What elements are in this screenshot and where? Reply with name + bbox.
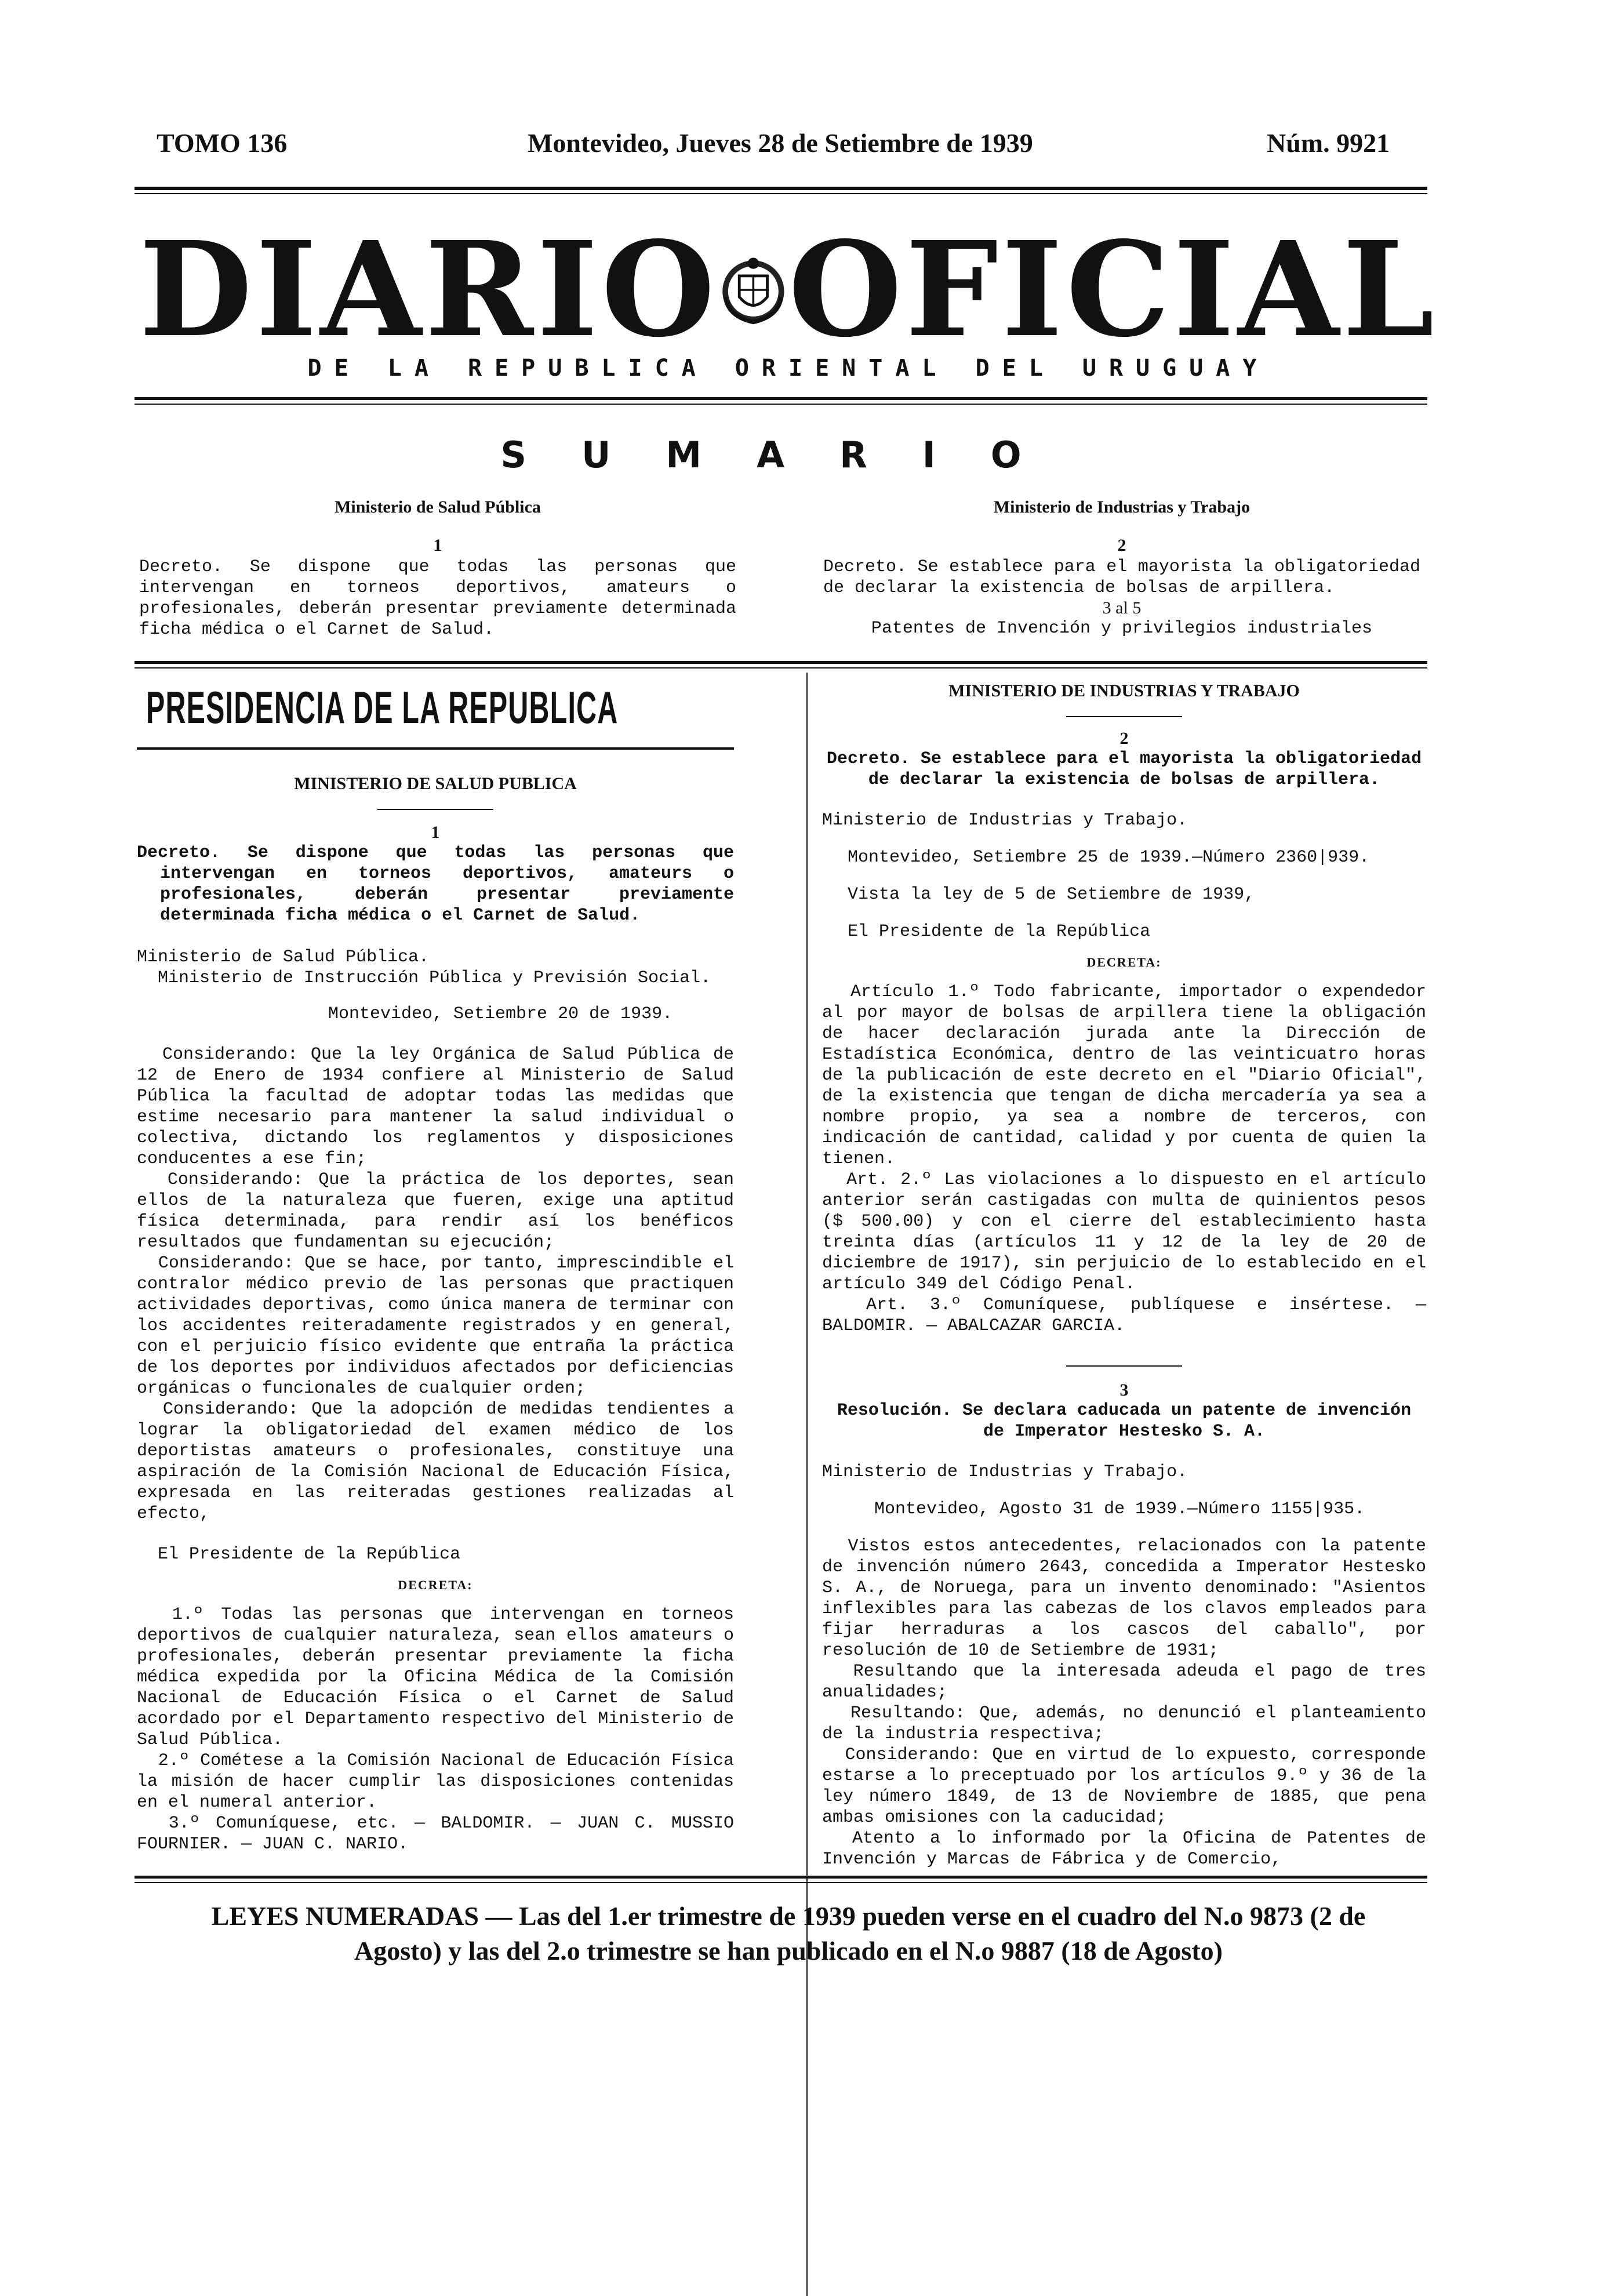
masthead-subtitle: DE LA REPUBLICA ORIENTAL DEL URUGUAY: [307, 355, 1270, 382]
right-resolution-summary: Resolución. Se declara caducada un patente de invención de Imperator Hestesko S. A.: [837, 1401, 1422, 1441]
right-vista: Vista la ley de 5 de Setiembre de 1939,: [848, 885, 1255, 904]
sumario-right-number2: 3 al 5: [1102, 598, 1142, 617]
right-president: El Presidente de la República: [848, 922, 1151, 942]
right-resolution-body: Vistos estos antecedentes, relacionados con la patente de invención número 2643, concedida a Imperator Hestesko S. A., de Noruega, para un invento denominado: "Asientos inflexibles para las cabezas de los clavos empleados para fijar herraduras a los cascos del caballo", por resolución de 10 de Setiembre de 1931; Resultando que la interesada adeuda el pago de tres anualidades; Resultando: Que, además, no denunció el planteamiento de la industria respectiva; Considerando: Que en virtud de lo expuesto, corresponde estarse a lo preceptuado por los artículos 9.º y 36 de la ley número 1849, de 13 de Noviembre de 1885, que pena ambas omisiones con la caducidad; Atento a lo informado por la Oficina de Patentes de Invención y Marcas de Fábrica y de Comercio,: [822, 1536, 1426, 1869]
left-column: [137, 681, 745, 1855]
presidencia-rule: [137, 747, 734, 750]
sumario-right-ministry: Ministerio de Industrias y Trabajo: [993, 497, 1251, 517]
sumario-right-text: Decreto. Se establece para el mayorista la obligatoriedad de declarar la existencia de bolsas de arpillera.: [823, 557, 1431, 598]
footer-line2: Agosto) y las del 2.o trimestre se han publicado en el N.o 9887 (18 de Agosto): [354, 1936, 1223, 1966]
right-date3: Montevideo, Agosto 31 de 1939.—Número 1155|935.: [874, 1499, 1365, 1519]
issue-number: Núm. 9921: [1267, 128, 1390, 158]
footer-line1: LEYES NUMERADAS — Las del 1.er trimestre de 1939 pueden verse en el cuadro del N.o 9873 (2 de: [211, 1901, 1366, 1931]
column-divider: [806, 673, 808, 2296]
sumario-right-number: 2: [1117, 536, 1126, 555]
right-ministry-line3: Ministerio de Industrias y Trabajo.: [822, 1462, 1188, 1482]
left-president: El Presidente de la República: [158, 1545, 461, 1564]
header-rule-thin: [134, 193, 1427, 194]
volume-number: TOMO 136: [157, 128, 288, 158]
footer-notice: [139, 1899, 1438, 1968]
right-ministry-rule: [1066, 716, 1182, 717]
left-decree-number: 1: [431, 823, 440, 842]
left-ministry-line1: Ministerio de Salud Pública.: [137, 947, 430, 967]
right-articles: Artículo 1.º Todo fabricante, importador o expendedor al por mayor de bolsas de arpillera tiene la obligación de hacer declaración jurada ante la Dirección de Estadística Económica, dentro de las veinticuatro horas de la publicación de este decreto en el "Diario Oficial", de la existencia que tengan de dicha mercadería ya sea a nombre propio, ya sea a nombre de terceros, con indicación de cantidad, calidad y por cuenta de quien la tienen. Art. 2.º Las violaciones a lo dispuesto en el artículo anterior serán castigadas con multa de quinientos pesos ($ 500.00) y con el cierre del establecimiento hasta treinta días (artículos 11 y 12 de la ley de 20 de diciembre de 1917), sin perjuicio de lo establecido en el artículo 349 del Código Penal. Art. 3.º Comuníquese, publíquese e insértese. — BALDOMIR. — ABALCAZAR GARCIA.: [822, 982, 1426, 1336]
sumario-right-text2: Patentes de Invención y privilegios industriales: [871, 619, 1373, 638]
left-date: Montevideo, Setiembre 20 de 1939.: [328, 1004, 673, 1024]
sumario-rule: [134, 661, 1427, 664]
right-decree-number: 2: [1119, 729, 1129, 748]
left-decreta: DECRETA:: [398, 1578, 473, 1592]
right-ministry: MINISTERIO DE INDUSTRIAS Y TRABAJO: [948, 681, 1300, 700]
left-considerandos: Considerando: Que la ley Orgánica de Salud Pública de 12 de Enero de 1934 confiere al Ministerio de Salud Pública la facultad de adoptar todas las medidas que estime necesario para mantener la salud individual o colectiva, dictando los reglamentos y disposiciones conducentes a ese fin; Considerando: Que la práctica de los deportes, sean ellos de la naturaleza que fueren, exige una aptitud física determinada, para rendir así los benéficos resultados que fundamentan su ejecución; Considerando: Que se hace, por tanto, imprescindible el contralor médico previo de las personas que practiquen actividades deportivas, como única manera de terminar con los accidentes reiteradamente registrados y en general, con el perjuicio físico evidente que entraña la práctica de los deportes por individuos afectados por deficiencias orgánicas o funcionales de cualquier orden; Considerando: Que la adopción de medidas tendientes a lograr la obligatoriedad del examen médico de los deportistas amateurs o profesionales, constituye una aspiración de la Comisión Nacional de Educación Física, expresada en las reiteradas gestiones realizadas al efecto,: [137, 1045, 735, 1524]
right-decree-summary: Decreto. Se establece para el mayorista la obligatoriedad de declarar la existencia de bolsas de arpillera.: [826, 749, 1433, 790]
sumario-rule-thin: [134, 667, 1427, 669]
date-line: Montevideo, Jueves 28 de Setiembre de 1939: [528, 128, 1033, 158]
masthead: [139, 213, 1438, 366]
right-date: Montevideo, Setiembre 25 de 1939.—Número 2360|939.: [848, 848, 1370, 867]
left-ministry-line2: Ministerio de Instrucción Pública y Previsión Social.: [158, 968, 711, 988]
sumario-left-number: 1: [433, 536, 442, 555]
left-decree-summary: Decreto. Se dispone que todas las personas que intervengan en torneos deportivos, amateurs o profesionales, deberán presentar previamente determinada ficha médica o el Carnet de Salud.: [137, 843, 745, 925]
right-resolution-number: 3: [1119, 1380, 1129, 1400]
footer-rule: [134, 1876, 1427, 1879]
right-section-rule: [1066, 1365, 1182, 1367]
masthead-title-left: DIARIO: [139, 213, 719, 366]
sumario-heading: SUMARIO: [500, 434, 1077, 476]
sumario-left: [139, 497, 747, 640]
sumario-right: [823, 497, 1431, 639]
masthead-rule: [134, 397, 1427, 400]
sumario-left-text: Decreto. Se dispone que todas las personas que intervengan en torneos deportivos, amateurs o profesionales, deberán presentar previamente determinada ficha médica o el Carnet de Salud.: [139, 557, 747, 640]
footer-rule-thin: [134, 1882, 1427, 1883]
presidencia-heading: PRESIDENCIA DE LA REPUBLICA: [146, 682, 619, 733]
header-rule: [134, 187, 1427, 190]
right-ministry-line: Ministerio de Industrias y Trabajo.: [822, 811, 1188, 830]
masthead-title-right: OFICIAL: [788, 213, 1438, 366]
left-ministry-rule: [377, 809, 493, 810]
right-column: [822, 681, 1433, 1870]
left-articles: 1.º Todas las personas que intervengan en torneos deportivos de cualquier naturaleza, sean ellos amateurs o profesionales, deberán presentar previamente la ficha médica expedida por la Oficina Médica de la Comisión Nacional de Educación Física o el Carnet de Salud acordado por el Departamento respectivo del Ministerio de Salud Pública. 2.º Cométese a la Comisión Nacional de Educación Física la misión de hacer cumplir las disposiciones contenidas en el numeral anterior. 3.º Comuníquese, etc. — BALDOMIR. — JUAN C. MUSSIO FOURNIER. — JUAN C. NARIO.: [137, 1605, 734, 1854]
sumario-left-ministry: Ministerio de Salud Pública: [335, 497, 541, 517]
coat-of-arms-icon: [718, 223, 788, 357]
right-decreta: DECRETA:: [1086, 955, 1162, 969]
left-ministry: MINISTERIO DE SALUD PUBLICA: [294, 774, 577, 793]
masthead-rule-thin: [134, 404, 1427, 405]
